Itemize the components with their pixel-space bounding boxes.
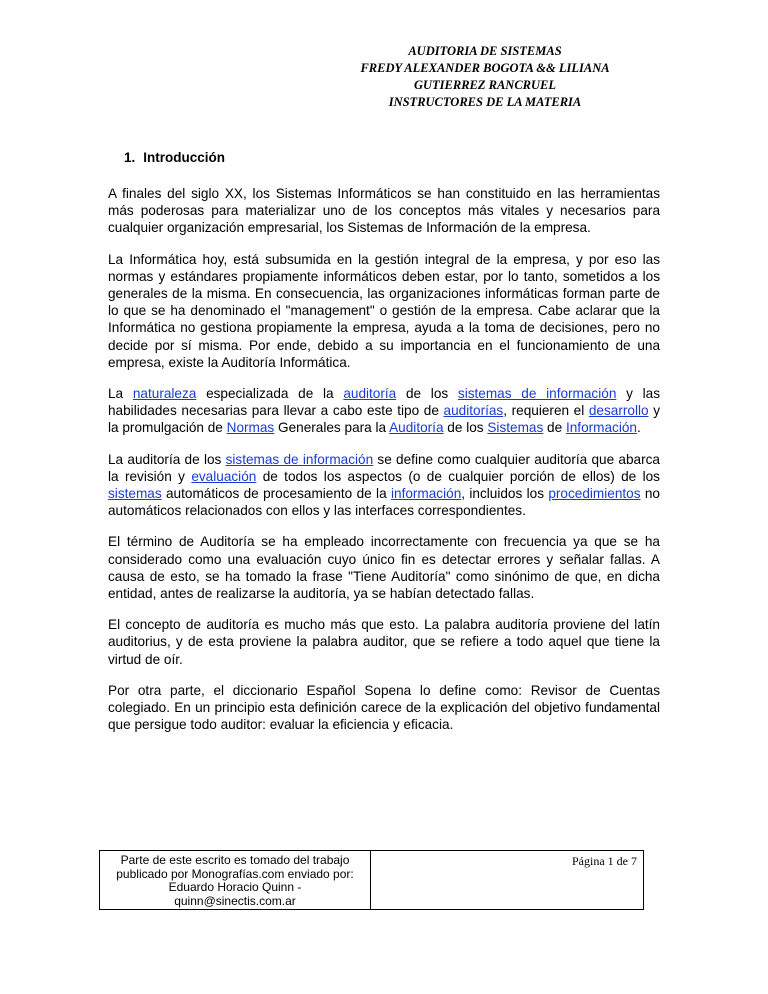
link-desarrollo[interactable]: desarrollo [588,403,649,419]
footer-page-number: Página 1 de 7 [572,854,637,868]
text: no automáticos relacionados con ellos y las interfaces correspondientes. [108,486,660,519]
link-auditoria[interactable]: auditoría [343,386,397,402]
footer-source [100,851,371,909]
text: automáticos de procesamiento de la [161,486,391,502]
footer-email: quinn@sinectis.com.ar [174,893,296,908]
text: y la promulgación de [108,403,660,436]
paragraph-6: El concepto de auditoría es mucho más que esto. La palabra auditoría proviene del latín auditorius, y de esta proviene la palabra auditor, que se refiere a todo aquel que tiene la virtud de oír. [108,617,660,667]
text: , requieren el [503,403,589,419]
link-informacion-2[interactable]: información [390,486,462,502]
document-body [108,185,660,747]
text: y las habilidades necesarias para llevar a cabo este tipo de [108,386,660,419]
link-normas[interactable]: Normas [226,420,275,436]
footer-line: Parte de este escrito es tomado del trabajo [120,853,350,867]
link-sistemas[interactable]: Sistemas [487,420,544,436]
text: de los [443,420,488,436]
text: de todos los aspectos (o de cualquier porción de ellos) de los [256,468,660,484]
text: , incluidos los [461,486,549,502]
footer-line: publicado por Monografías.com enviado por: [116,866,354,881]
paragraph-7: Por otra parte, el diccionario Español Sopena lo define como: Revisor de Cuentas colegiado. En un principio esta definición carece de la explicación del objetivo fundamental que persigue todo auditor: evaluar la eficiencia y eficacia. [108,682,660,733]
header-authors: FREDY ALEXANDER BOGOTA && LILIANA [360,61,610,75]
header-role: INSTRUCTORES DE LA MATERIA [388,95,582,109]
text: La [108,386,133,402]
paragraph-2: La Informática hoy, está subsumida en la gestión integral de la empresa, y por eso las normas y estándares propiamente informáticos deben estar, por lo tanto, sometidos a los generales de la misma. En consecuencia, las organizaciones informáticas forman parte de lo que se ha denominado el "management" o gestión de la empresa. Cabe aclarar que la Informática no gestiona propiamente la empresa, ayuda a la toma de decisiones, pero no decide por sí misma. Por ende, debido a su importancia en el funcionamiento de una empresa, existe la Auditoría Informática. [108,251,660,370]
footer-line: Eduardo Horacio Quinn - [168,880,302,894]
link-naturaleza[interactable]: naturaleza [132,386,197,402]
link-auditoria-2[interactable]: Auditoría [389,420,444,436]
document-header [330,43,640,111]
text: se define como cualquier auditoría que abarca la revisión y [108,451,660,484]
header-course: AUDITORIA DE SISTEMAS [408,44,562,58]
text: La auditoría de los [108,451,226,467]
section-heading [124,150,233,165]
text: de los [396,386,458,402]
text: especializada de la [196,386,344,402]
link-procedimientos[interactable]: procedimientos [548,486,641,502]
link-evaluacion[interactable]: evaluación [191,468,257,484]
page-footer [99,850,644,910]
paragraph-3 [108,385,660,437]
section-title: Introducción [143,150,226,165]
link-informacion[interactable]: Información [565,420,637,436]
section-number: 1. [124,150,136,165]
paragraph-4 [108,451,660,520]
text: de [543,420,566,436]
paragraph-1: A finales del siglo XX, los Sistemas Informáticos se han constituido en las herramientas más poderosas para materializar uno de los conceptos más vitales y necesarios para cualquier organización empresarial, los Sistemas de Información de la empresa. [108,186,660,236]
link-sistemas-de-informacion[interactable]: sistemas de información [457,386,617,402]
link-sistemas-de-informacion-2[interactable]: sistemas de información [225,451,374,467]
text: . [636,420,641,436]
link-auditorias[interactable]: auditorías [443,403,504,419]
link-sistemas-2[interactable]: sistemas [108,486,162,502]
header-authors-cont: GUTIERREZ RANCRUEL [413,78,557,92]
paragraph-5: El término de Auditoría se ha empleado incorrectamente con frecuencia ya que se ha considerado como una evaluación cuyo único fin es detectar errores y señalar fallas. A causa de esto, se ha tomado la frase "Tiene Auditoría" como sinónimo de que, en dicha entidad, antes de realizarse la auditoría, ya se habían detectado fallas. [108,534,660,602]
text: Generales para la [274,420,390,436]
